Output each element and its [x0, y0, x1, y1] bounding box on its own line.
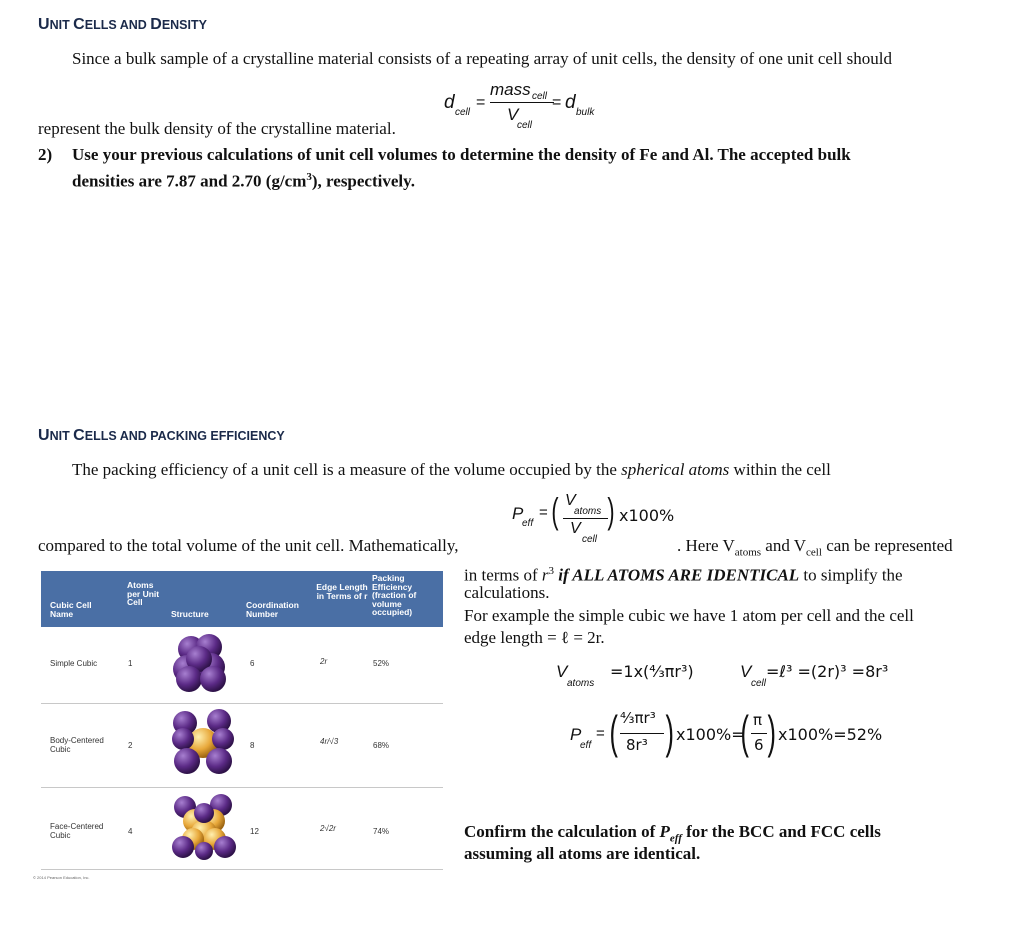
row-bcc-atoms: 2: [128, 741, 133, 750]
header-packing: Packing Efficiency (fraction of volume occupied): [372, 573, 417, 617]
row-simple-cubic-coord: 6: [250, 659, 255, 668]
density-paragraph-line1: Since a bulk sample of a crystalline material consists of a repeating array of unit cells, the density of one unit cell should: [72, 49, 893, 68]
copyright-credit: © 2014 Pearson Education, Inc.: [33, 875, 90, 880]
row-simple-cubic-edge: 2r: [320, 657, 328, 666]
cubic-cell-table: [41, 571, 443, 871]
packing-paragraph-line2: compared to the total volume of the unit cell. Mathematically,: [38, 536, 459, 555]
header-atoms: Atoms per Unit Cell: [127, 580, 160, 607]
row-bcc-packing: 68%: [373, 741, 390, 750]
section-title-packing: UNIT CELLS AND PACKING EFFICIENCY: [38, 427, 285, 444]
terms-text: in terms of $r^3$ if ALL ATOMS ARE IDENTICAL to simplify the: [464, 565, 903, 585]
peff-calculation: P eff = ( ⁴⁄₃πr³ 8r³ ) x100%= ( π 6 ) x100%=52%: [570, 706, 883, 758]
header-cell-name: Cubic Cell Name: [50, 600, 92, 619]
row-bcc-edge: 4r/√3: [320, 737, 339, 746]
example-line2: edge length = ℓ = 2r.: [464, 628, 605, 647]
packing-paragraph-line1: The packing efficiency of a unit cell is a measure of the volume occupied by the spherical atoms within the cell: [72, 460, 831, 479]
vatoms-equation: V atoms =1x(⁴⁄₃πr³): [556, 662, 694, 689]
confirm-line1: Confirm the calculation of $P_{eff}$ for the BCC and FCC cells: [464, 822, 881, 845]
row-bcc-coord: 8: [250, 741, 255, 750]
question-number: 2): [38, 145, 53, 164]
row-fcc-atoms: 4: [128, 827, 133, 836]
section-title-density: UNIT CELLS AND DENSITY: [38, 16, 207, 33]
question-line2: densities are 7.87 and 2.70 $(g/cm^3)$, respectively.: [72, 171, 415, 191]
header-edge: Edge Length in Terms of r: [316, 582, 368, 601]
confirm-line2: assuming all atoms are identical.: [464, 844, 701, 863]
row-simple-cubic-atoms: 1: [128, 659, 133, 668]
row-bcc-name: Body-Centered Cubic: [50, 736, 104, 754]
row-fcc-edge: 2√2r: [320, 824, 336, 833]
question-line1: Use your previous calculations of unit cell volumes to determine the density of Fe and Al. The accepted bulk: [72, 145, 851, 164]
density-equation: d cell = mass cell V cell = d bulk: [444, 80, 595, 131]
row-simple-cubic-name: Simple Cubic: [50, 659, 98, 668]
row-fcc-packing: 74%: [373, 827, 390, 836]
row-fcc-name: Face-Centered Cubic: [50, 822, 104, 840]
example-line1: For example the simple cubic we have 1 atom per cell and the cell: [464, 606, 914, 625]
bcc-structure-image: [171, 709, 235, 775]
here-text: . Here $V_{atoms}$ and $V_{cell}$ can be represented: [677, 536, 953, 559]
row-fcc-coord: 12: [250, 827, 259, 836]
peff-equation: P eff = ( V atoms V cell ) x100%: [512, 490, 675, 545]
fcc-structure-image: [171, 793, 237, 861]
vcell-equation: V cell =ℓ³ =(2r)³ =8r³: [740, 662, 889, 689]
simple-cubic-structure-image: [171, 633, 231, 695]
header-structure: Structure: [171, 609, 209, 619]
header-coordination: Coordination Number: [246, 600, 299, 619]
row-simple-cubic-packing: 52%: [373, 659, 390, 668]
density-paragraph-line2: represent the bulk density of the crystalline material.: [38, 119, 396, 138]
calculations-text: calculations.: [464, 583, 550, 602]
